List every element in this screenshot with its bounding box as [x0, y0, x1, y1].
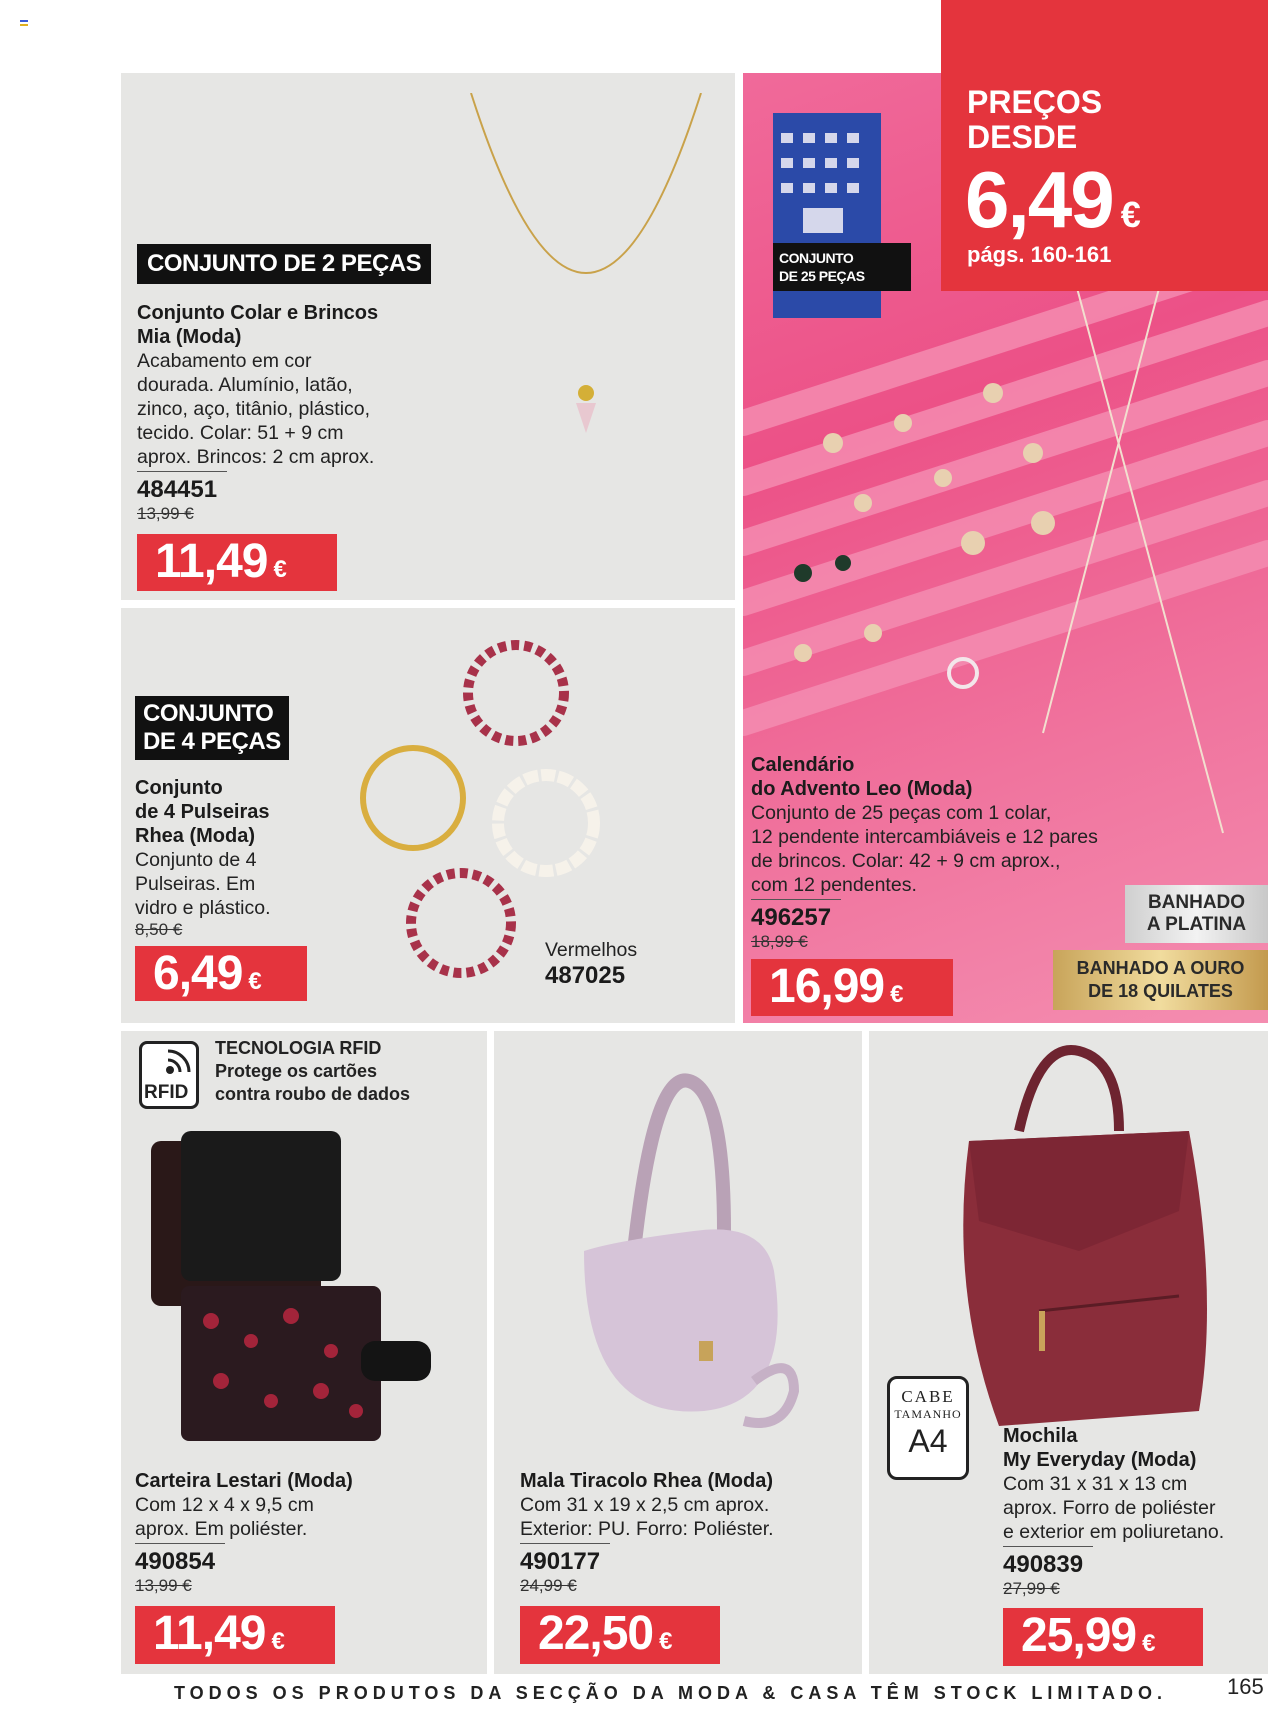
product-title-line1: Conjunto Colar e Brincos: [137, 302, 379, 324]
calendar-box-image: [773, 113, 881, 318]
product-title: Carteira Lestari (Moda): [135, 1470, 353, 1492]
a4-size-badge: [887, 1376, 969, 1480]
product-title-line2: Mia (Moda): [137, 326, 242, 348]
product-title-line2: My Everyday (Moda): [1003, 1449, 1197, 1471]
desc-line: Com 31 x 19 x 2,5 cm aprox.: [520, 1494, 770, 1516]
a4-line2: TAMANHO: [894, 1407, 962, 1421]
old-price: 24,99 €: [520, 1576, 577, 1595]
price-value: 16,99: [769, 960, 885, 1013]
badge-25-pieces: [773, 243, 911, 291]
backpack-image: [929, 1041, 1239, 1461]
old-price: 13,99 €: [135, 1576, 192, 1595]
product-title-line1: Mochila: [1003, 1425, 1078, 1447]
price-currency: €: [271, 1628, 284, 1655]
desc-line: Exterior: PU. Forro: Poliéster.: [520, 1518, 774, 1540]
price-value: 11,49: [153, 1607, 266, 1660]
desc-line: aprox. Forro de poliéster: [1003, 1497, 1216, 1519]
desc-line: Conjunto de 25 peças com 1 colar,: [751, 802, 1052, 824]
separator: [135, 1543, 225, 1544]
gold-line1: BANHADO A OURO: [1076, 958, 1245, 978]
rfid-icon: [139, 1041, 199, 1109]
platinum-line1: BANHADO: [1147, 892, 1246, 913]
product-title: Mala Tiracolo Rhea (Moda): [520, 1470, 774, 1492]
price-tag: [135, 946, 307, 1001]
desc-line: aprox. Brincos: 2 cm aprox.: [137, 446, 375, 468]
a4-line1: CABE: [901, 1387, 955, 1406]
old-price: 13,99 €: [137, 504, 194, 523]
desc-line: Com 12 x 4 x 9,5 cm: [135, 1494, 314, 1516]
desc-line: tecido. Colar: 51 + 9 cm: [137, 422, 344, 444]
promo-line1: PREÇOS: [967, 84, 1103, 120]
product-info: [1003, 1424, 1263, 1599]
old-price: 18,99 €: [751, 932, 808, 951]
product-ref: 490177: [520, 1548, 601, 1575]
product-ref: 490854: [135, 1548, 216, 1575]
rfid-icon-label: RFID: [144, 1082, 189, 1103]
promo-price-currency: €: [1120, 194, 1139, 235]
badge-line2: DE 25 PEÇAS: [779, 268, 865, 284]
badge-4-pieces: [135, 696, 289, 760]
desc-line: com 12 pendentes.: [751, 874, 917, 896]
product-ref: 484451: [137, 476, 218, 503]
desc-line: Com 31 x 31 x 13 cm: [1003, 1473, 1188, 1495]
variant-name: Vermelhos: [545, 939, 638, 961]
badge-2-pieces: CONJUNTO DE 2 PEÇAS: [137, 244, 431, 284]
desc-line: 12 pendente intercambiáveis e 12 pares: [751, 826, 1098, 848]
rfid-info: [215, 1037, 410, 1106]
rfid-line2: Protege os cartões: [215, 1061, 378, 1081]
price-currency: €: [1142, 1630, 1155, 1657]
product-panel-necklace-set: [121, 73, 735, 600]
desc-line: Acabamento em cor: [137, 350, 312, 372]
product-info: [135, 776, 335, 940]
a4-line3: A4: [908, 1423, 948, 1459]
desc-line: vidro e plástico.: [135, 897, 271, 919]
price-value: 6,49: [153, 947, 243, 1000]
badge-line1: CONJUNTO: [779, 250, 854, 266]
price-tag: [520, 1606, 720, 1664]
price-tag: [751, 959, 953, 1016]
product-panel-backpack: [869, 1031, 1268, 1674]
separator: [137, 471, 227, 472]
product-ref: 496257: [751, 904, 832, 931]
price-currency: €: [659, 1628, 672, 1655]
badge-line2: DE 4 PEÇAS: [143, 728, 281, 755]
page-number: 165: [1227, 1674, 1264, 1699]
price-tag: [137, 534, 337, 591]
product-info: [135, 1469, 465, 1596]
desc-line: de brincos. Colar: 42 + 9 cm aprox.,: [751, 850, 1061, 872]
promo-price: [965, 155, 1139, 244]
desc-line: zinco, aço, titânio, plástico,: [137, 398, 371, 420]
calendar-doors-pattern: [773, 113, 881, 243]
product-ref: 487025: [545, 962, 626, 989]
product-info: [751, 753, 1151, 952]
platinum-line2: A PLATINA: [1146, 914, 1247, 935]
product-panel-bracelets: [121, 608, 735, 1023]
desc-line: Conjunto de 4: [135, 849, 257, 871]
desc-line: Pulseiras. Em: [135, 873, 256, 895]
promo-pages: págs. 160-161: [967, 242, 1112, 267]
price-value: 22,50: [538, 1607, 654, 1660]
necklace-image: [451, 93, 721, 573]
promo-box: [941, 0, 1268, 291]
product-panel-wallet: [121, 1031, 487, 1674]
product-title-line1: Calendário: [751, 754, 855, 776]
product-ref: 490839: [1003, 1551, 1084, 1578]
rfid-line3: contra roubo de dados: [215, 1084, 411, 1104]
product-title-line: Rhea (Moda): [135, 825, 255, 847]
product-info: [520, 1469, 860, 1596]
rfid-title: TECNOLOGIA RFID: [215, 1038, 382, 1058]
old-price: 8,50 €: [135, 920, 183, 939]
wallet-image: [141, 1111, 461, 1461]
variant-info: [545, 938, 637, 990]
price-tag: [135, 1606, 335, 1664]
price-value: 11,49: [155, 535, 268, 588]
product-title-line2: do Advento Leo (Moda): [751, 778, 973, 800]
corner-mark-icon: [20, 20, 28, 26]
separator: [1003, 1546, 1093, 1547]
wifi-signal-icon: [164, 1048, 196, 1076]
product-title-line: Conjunto: [135, 777, 223, 799]
footer-disclaimer: TODOS OS PRODUTOS DA SECÇÃO DA MODA & CASA TÊM STOCK LIMITADO.: [174, 1683, 1168, 1703]
shoulder-bag-image: [524, 1051, 834, 1451]
gold-badge: [1053, 950, 1268, 1010]
desc-line: e exterior em poliuretano.: [1003, 1521, 1225, 1543]
price-value: 25,99: [1021, 1609, 1137, 1662]
product-title-line: de 4 Pulseiras: [135, 801, 270, 823]
separator: [520, 1543, 610, 1544]
price-currency: €: [890, 981, 903, 1008]
promo-line2: DESDE: [967, 119, 1078, 155]
separator: [751, 899, 841, 900]
price-currency: €: [248, 968, 261, 995]
gold-line2: DE 18 QUILATES: [1088, 981, 1233, 1001]
price-tag: [1003, 1608, 1203, 1666]
badge-line1: CONJUNTO: [143, 700, 274, 727]
price-currency: €: [273, 556, 286, 583]
desc-line: aprox. Em poliéster.: [135, 1518, 308, 1540]
desc-line: dourada. Alumínio, latão,: [137, 374, 353, 396]
promo-price-value: 6,49: [965, 155, 1113, 244]
product-info: [137, 301, 437, 524]
platinum-badge: [1125, 885, 1268, 943]
product-panel-shoulder-bag: [494, 1031, 862, 1674]
old-price: 27,99 €: [1003, 1579, 1060, 1598]
